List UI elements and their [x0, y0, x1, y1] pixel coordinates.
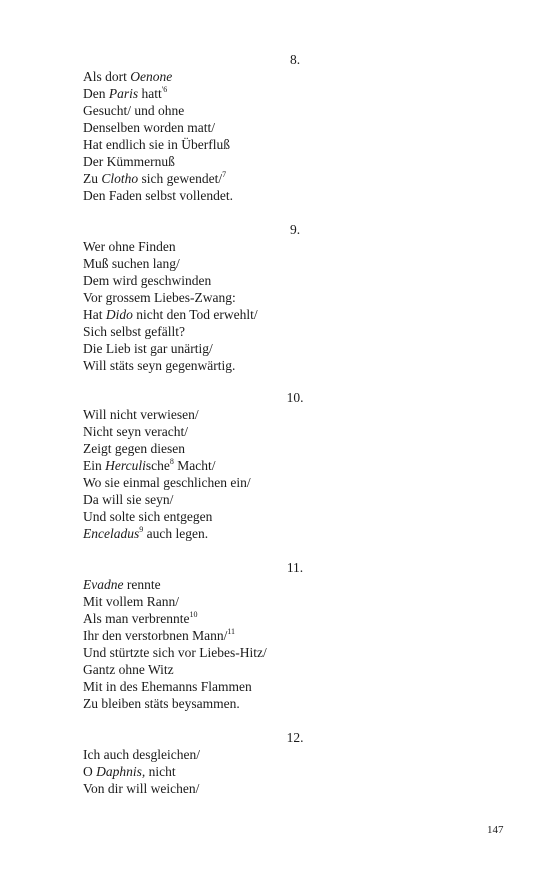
verse-text: Sich selbst gefällt?	[83, 324, 185, 339]
stanza-lines	[83, 68, 483, 204]
verse-text: Ein	[83, 458, 106, 473]
verse-line	[83, 610, 483, 627]
italic-name: Clotho	[101, 171, 139, 186]
verse-text: nicht	[145, 764, 176, 779]
verse-text: rennte	[123, 577, 161, 592]
verse-text: Wo sie einmal geschlichen ein/	[83, 475, 251, 490]
italic-name: Enceladus	[83, 526, 140, 541]
verse-text: Und stürtzte sich vor Liebes-Hitz/	[83, 645, 267, 660]
verse-text: Der Kümmernuß	[83, 154, 175, 169]
page-number: 147	[487, 824, 504, 836]
verse-line	[83, 238, 483, 255]
verse-line	[83, 440, 483, 457]
verse-text: Zu	[83, 171, 102, 186]
italic-name: Oenone	[130, 69, 173, 84]
verse-text: Muß suchen lang/	[83, 256, 180, 271]
verse-line	[83, 289, 483, 306]
verse-text: Denselben worden matt/	[83, 120, 215, 135]
verse-line	[83, 272, 483, 289]
verse-text: Ihr den verstorbnen Mann/	[83, 628, 228, 643]
verse-text: Will nicht verwiesen/	[83, 407, 199, 422]
footnote-marker: 8	[169, 456, 174, 466]
verse-text: Mit in des Ehemanns Flammen	[83, 679, 252, 694]
verse-text: Wer ohne Finden	[83, 239, 176, 254]
verse-line	[83, 661, 483, 678]
verse-line	[83, 323, 483, 340]
stanza-11	[83, 559, 483, 712]
verse-text: Will stäts seyn gegenwärtig.	[83, 358, 236, 373]
verse-line	[83, 68, 483, 85]
stanza-9	[83, 221, 483, 374]
verse-text: Als man verbrennte	[83, 611, 190, 626]
verse-line	[83, 357, 483, 374]
verse-line	[83, 491, 483, 508]
stanza-number: 12.	[286, 730, 304, 745]
verse-text: Ich auch desgleichen/	[83, 747, 200, 762]
stanza-lines	[83, 406, 483, 542]
stanza-number: 9.	[289, 222, 301, 237]
stanza-lines	[83, 576, 483, 712]
verse-line	[83, 627, 483, 644]
stanza-number: 8.	[289, 52, 301, 67]
verse-text: Hat endlich sie in Überfluß	[83, 137, 230, 152]
verse-line	[83, 474, 483, 491]
verse-line	[83, 306, 483, 323]
verse-text: Da will sie seyn/	[83, 492, 174, 507]
verse-line	[83, 406, 483, 423]
verse-text: Gantz ohne Witz	[83, 662, 174, 677]
verse-text: nicht den Tod erwehlt/	[132, 307, 258, 322]
verse-line	[83, 423, 483, 440]
verse-line	[83, 525, 483, 542]
italic-name: Paris	[108, 86, 139, 101]
verse-line	[83, 255, 483, 272]
stanza-lines	[83, 238, 483, 374]
verse-text: Von dir will weichen/	[83, 781, 200, 796]
stanza-number: 11.	[286, 560, 304, 575]
verse-text: Dem wird geschwinden	[83, 273, 212, 288]
verse-text: Die Lieb ist gar unärtig/	[83, 341, 213, 356]
verse-text: Als dort	[83, 69, 131, 84]
stanza-12	[83, 729, 483, 797]
verse-text: Zeigt gegen diesen	[83, 441, 185, 456]
verse-text: O	[83, 764, 97, 779]
verse-text: Hat	[83, 307, 106, 322]
stanza-8	[83, 51, 483, 204]
verse-line	[83, 678, 483, 695]
verse-line	[83, 85, 483, 102]
verse-text: Vor grossem Liebes-Zwang:	[83, 290, 236, 305]
verse-text: hatt	[138, 86, 162, 101]
verse-line	[83, 457, 483, 474]
verse-text: sche	[145, 458, 170, 473]
verse-line	[83, 780, 483, 797]
verse-line	[83, 136, 483, 153]
verse-line	[83, 746, 483, 763]
italic-name: Herculi	[105, 458, 146, 473]
verse-line	[83, 763, 483, 780]
footnote-marker: 10	[189, 609, 198, 619]
verse-line	[83, 119, 483, 136]
italic-name: Evadne	[83, 577, 124, 592]
verse-text: Den Faden selbst vollendet.	[83, 188, 233, 203]
verse-text: Den	[83, 86, 109, 101]
verse-text: Und solte sich entgegen	[83, 509, 213, 524]
footnote-marker: 11	[227, 626, 236, 636]
italic-name: Dido	[105, 307, 133, 322]
verse-text: Nicht seyn veracht/	[83, 424, 188, 439]
footnote-marker: 7	[222, 169, 227, 179]
verse-line	[83, 644, 483, 661]
verse-text: auch legen.	[143, 526, 209, 541]
footnote-marker: '6	[161, 84, 168, 94]
stanza-lines	[83, 746, 483, 797]
verse-line	[83, 102, 483, 119]
verse-line	[83, 593, 483, 610]
verse-line	[83, 170, 483, 187]
verse-line	[83, 153, 483, 170]
footnote-marker: 9	[139, 524, 144, 534]
verse-line	[83, 187, 483, 204]
verse-line	[83, 576, 483, 593]
verse-text: Zu bleiben stäts beysammen.	[83, 696, 240, 711]
verse-line	[83, 695, 483, 712]
verse-text: Gesucht/ und ohne	[83, 103, 185, 118]
italic-name: Daphnis,	[96, 764, 146, 779]
verse-text: sich gewendet/	[138, 171, 223, 186]
verse-text: Macht/	[173, 458, 216, 473]
verse-line	[83, 508, 483, 525]
stanza-number: 10.	[286, 390, 304, 405]
stanza-10	[83, 389, 483, 542]
verse-line	[83, 340, 483, 357]
verse-text: Mit vollem Rann/	[83, 594, 179, 609]
